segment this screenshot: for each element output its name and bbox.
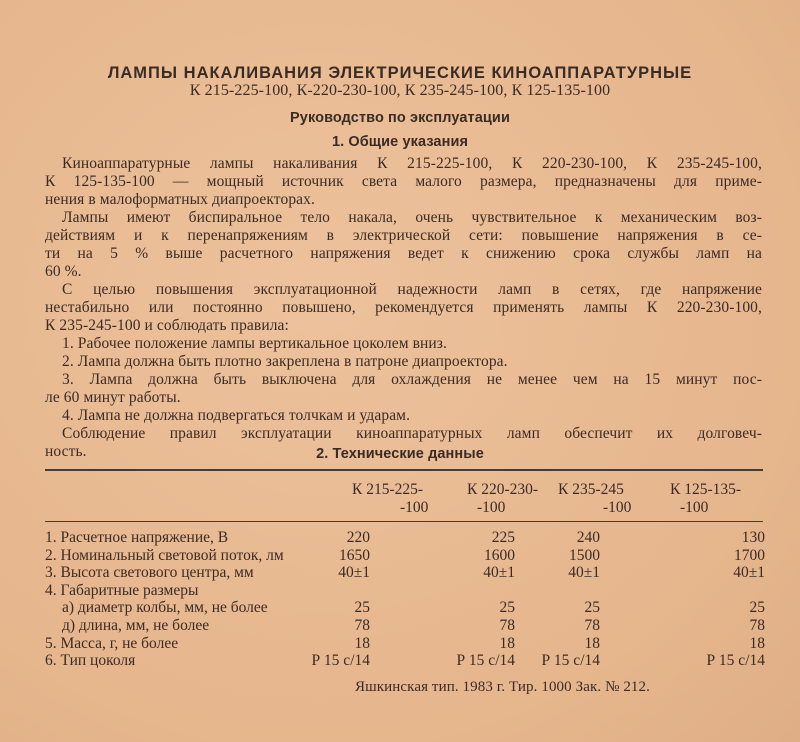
- paragraph-line: К 125-135-100 — мощный источник света малого размера, предназначены для приме-: [45, 173, 762, 190]
- document-title: ЛАМПЫ НАКАЛИВАНИЯ ЭЛЕКТРИЧЕСКИЕ КИНОАППАРАТУРНЫЕ: [107, 64, 693, 82]
- table-cell: 1650: [339, 546, 370, 564]
- row-label: 5. Масса, г, не более: [45, 634, 179, 652]
- row-label: а) диаметр колбы, мм, не более: [62, 599, 268, 617]
- paragraph-line: Соблюдение правил эксплуатации киноаппаратурных ламп обеспечит их долговеч-: [62, 425, 762, 442]
- paragraph-line: 60 %.: [45, 263, 82, 280]
- table-header-rule: [45, 521, 763, 522]
- row-label: 6. Тип цоколя: [45, 652, 136, 670]
- paragraph-line: К 235-245-100 и соблюдать правила:: [45, 317, 289, 334]
- column-header: -100: [680, 499, 709, 516]
- table-cell: 220: [346, 529, 370, 546]
- row-label: 3. Высота светового центра, мм: [45, 564, 254, 582]
- paragraph-line: 3. Лампа должна быть выключена для охлаждения не менее чем на 15 минут пос-: [62, 371, 762, 388]
- printer-imprint: Яшкинская тип. 1983 г. Тир. 1000 Зак. № 212.: [355, 679, 650, 695]
- table-cell: 78: [749, 617, 765, 634]
- paragraph-line: С целью повышения эксплуатационной надежности ламп в сетях, где напряжение: [62, 281, 762, 298]
- row-label: 1. Расчетное напряжение, В: [45, 529, 229, 546]
- model-list: К 215-225-100, К-220-230-100, К 235-245-100, К 125-135-100: [189, 82, 611, 99]
- column-header: -100: [603, 499, 632, 516]
- paragraph-line: нестабильно или постоянно повышено, рекомендуется применять лампы К 220-230-100,: [45, 299, 762, 316]
- table-cell: 130: [741, 529, 765, 546]
- column-header: К 220-230-: [467, 481, 539, 498]
- table-cell: 78: [584, 617, 600, 634]
- row-label: 4. Габаритные размеры: [45, 581, 199, 599]
- row-label: 2. Номинальный световой поток, лм: [45, 546, 284, 564]
- paragraph-line: ле 60 минут работы.: [45, 389, 181, 406]
- table-cell: 225: [491, 529, 515, 546]
- table-cell: 18: [584, 634, 600, 652]
- column-header: К 235-245: [558, 481, 624, 498]
- table-cell: 78: [354, 617, 370, 634]
- paragraph-line: ти на 5 % выше расчетного напряжения ведет к снижению срока службы ламп на: [45, 245, 762, 262]
- table-cell: 1700: [734, 546, 765, 564]
- table-cell: 25: [749, 599, 765, 617]
- paragraph-line: нения в малоформатных диапроекторах.: [45, 191, 315, 208]
- paragraph-line: Лампы имеют биспиральное тело накала, очень чувствительное к механическим воз-: [62, 209, 762, 226]
- section1-heading: 1. Общие указания: [331, 134, 469, 150]
- table-cell: 18: [499, 634, 515, 652]
- column-header: К 215-225-: [352, 481, 424, 498]
- table-cell: 240: [576, 529, 600, 546]
- table-top-rule: [45, 469, 763, 471]
- table-cell: Р 15 с/14: [456, 652, 515, 670]
- column-header: -100: [477, 499, 506, 516]
- table-cell: 25: [354, 599, 370, 617]
- table-cell: 25: [499, 599, 515, 617]
- column-header: К 125-135-: [670, 481, 742, 498]
- paragraph-line: ность.: [45, 443, 87, 460]
- paragraph-line: 1. Рабочее положение лампы вертикальное цоколем вниз.: [62, 335, 448, 352]
- paragraph-line: 4. Лампа не должна подвергаться толчкам и ударам.: [62, 407, 411, 424]
- table-cell: Р 15 с/14: [541, 652, 600, 670]
- paragraph-line: 2. Лампа должна быть плотно закреплена в патроне диапроектора.: [62, 353, 508, 370]
- document-subtitle: Руководство по эксплуатации: [290, 110, 510, 126]
- table-cell: 25: [584, 599, 600, 617]
- table-cell: 40±1: [568, 564, 600, 582]
- table-cell: 18: [749, 634, 765, 652]
- paragraph-line: Киноаппаратурные лампы накаливания К 215-225-100, К 220-230-100, К 235-245-100,: [62, 155, 762, 172]
- table-cell: 18: [354, 634, 370, 652]
- paragraph-line: действиям и к перенапряжениям в электрической сети: повышение напряжения в се-: [45, 227, 762, 244]
- table-cell: 1600: [484, 546, 515, 564]
- table-cell: 40±1: [483, 564, 515, 582]
- table-cell: 40±1: [338, 564, 370, 582]
- table-cell: Р 15 с/14: [706, 652, 765, 670]
- section2-heading: 2. Технические данные: [316, 446, 484, 462]
- column-header: -100: [400, 499, 429, 516]
- table-cell: 1500: [569, 546, 600, 564]
- row-label: д) длина, мм, не более: [62, 617, 210, 634]
- table-cell: Р 15 с/14: [311, 652, 370, 670]
- table-cell: 78: [499, 617, 515, 634]
- table-cell: 40±1: [733, 564, 765, 582]
